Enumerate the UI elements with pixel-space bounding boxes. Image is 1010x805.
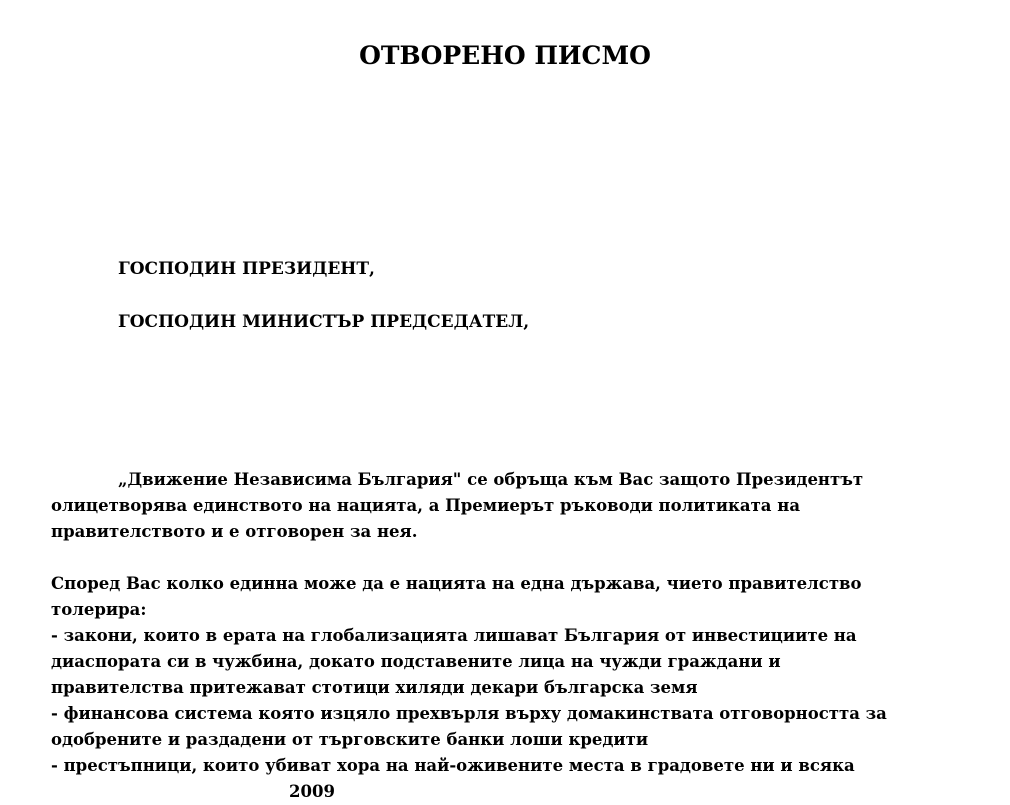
addressee-president: ГОСПОДИН ПРЕЗИДЕНТ,	[118, 259, 375, 279]
addressee-prime-minister: ГОСПОДИН МИНИСТЪР ПРЕДСЕДАТЕЛ,	[118, 312, 530, 332]
text-line: правителството и е отговорен за нея.	[51, 522, 418, 541]
text-line: одобрените и раздадени от търговските банки лоши кредити	[51, 730, 649, 749]
paragraph-intro	[51, 467, 951, 545]
text-line-cutoff: 2009	[289, 782, 335, 801]
text-line: „Движение Независима България" се обръща към Вас защото Президентът	[118, 470, 864, 489]
text-line: Според Вас колко единна може да е нацията на една държава, чието правителство	[51, 574, 862, 593]
paragraph-questions	[51, 571, 951, 805]
text-line: - престъпници, които убиват хора на най-оживените места в градовете ни и всяка	[51, 756, 855, 775]
text-line: толерира:	[51, 600, 147, 619]
text-line: - закони, които в ерата на глобализацията лишават България от инвестициите на	[51, 626, 857, 645]
text-line: диаспората си в чужбина, докато подставените лица на чужди граждани и	[51, 652, 781, 671]
text-line: - финансова система която изцяло прехвърля върху домакинствата отговорността за	[51, 704, 887, 723]
text-line: олицетворява единството на нацията, а Премиерът ръководи политиката на	[51, 496, 801, 515]
document-title: ОТВОРЕНО ПИСМО	[359, 41, 651, 70]
text-line: правителства притежават стотици хиляди декари българска земя	[51, 678, 698, 697]
